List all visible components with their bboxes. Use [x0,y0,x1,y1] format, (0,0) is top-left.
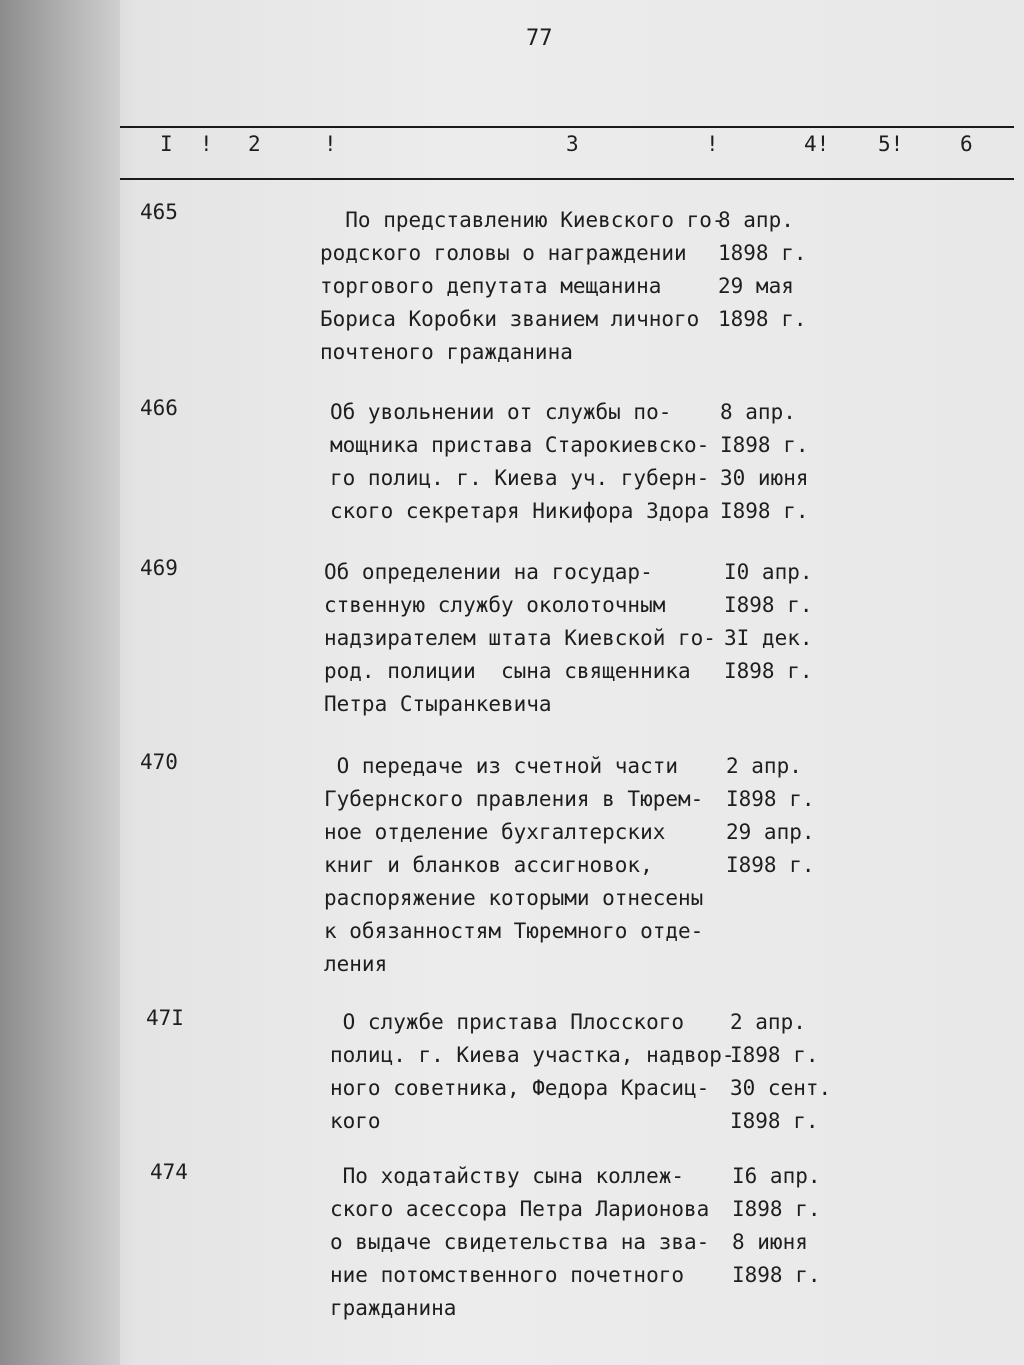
record-description: По ходатайству сына коллеж- ского асессора Петра Ларионова о выдаче свидетельства на зва- ние потомственного почетного гражданина [330,1164,710,1320]
record-number: 470 [140,750,178,774]
column-separator: ! [324,132,337,156]
column-separator: ! [200,132,213,156]
record-dates: 8 апр. I898 г. 30 июня I898 г. [720,400,809,523]
column-header-6: 6 [960,132,973,156]
column-header-2: 2 [248,132,261,156]
record-number: 47I [146,1006,184,1030]
record-dates: 2 апр. I898 г. 29 апр. I898 г. [726,754,815,877]
record-dates: I0 апр. I898 г. 3I дек. I898 г. [724,560,813,683]
record-description: О службе пристава Плосского полиц. г. Киева участка, надвор- ного советника, Федора Красиц- кого [330,1010,735,1133]
page-number: 77 [526,26,553,51]
column-header-4: 4! [804,132,830,156]
record-number: 465 [140,200,178,224]
record-dates: 8 апр. 1898 г. 29 мая 1898 г. [718,208,807,331]
record-number: 474 [150,1160,188,1184]
column-separator: ! [706,132,719,156]
record-dates: I6 апр. I898 г. 8 июня I898 г. [732,1164,821,1287]
column-header-5: 5! [878,132,904,156]
record-description: Об определении на государ- ственную службу околоточным надзирателем штата Киевской го- род. полиции сына священника Петра Стыранкевича [324,560,716,716]
column-header-3: 3 [566,132,579,156]
header-rule-bottom [120,178,1014,180]
record-dates: 2 апр. I898 г. 30 сент. I898 г. [730,1010,832,1133]
record-number: 466 [140,396,178,420]
record-number: 469 [140,556,178,580]
record-description: О передаче из счетной части Губернского правления в Тюрем- ное отделение бухгалтерских книг и бланков ассигновок, распоряжение которыми отнесены к обязанностям Тюремного отде- ления [324,754,704,976]
record-description: Об увольнении от службы по- мощника пристава Старокиевско- го полиц. г. Киева уч. губерн- ского секретаря Никифора Здора [330,400,710,523]
record-description: По представлению Киевского го- родского головы о награждении торгового депутата мещанина Бориса Коробки званием личного почтеного гражданина [320,208,725,364]
facing-page-edge [0,0,120,1365]
column-header-1: I [160,132,173,156]
header-rule-top [120,126,1014,128]
